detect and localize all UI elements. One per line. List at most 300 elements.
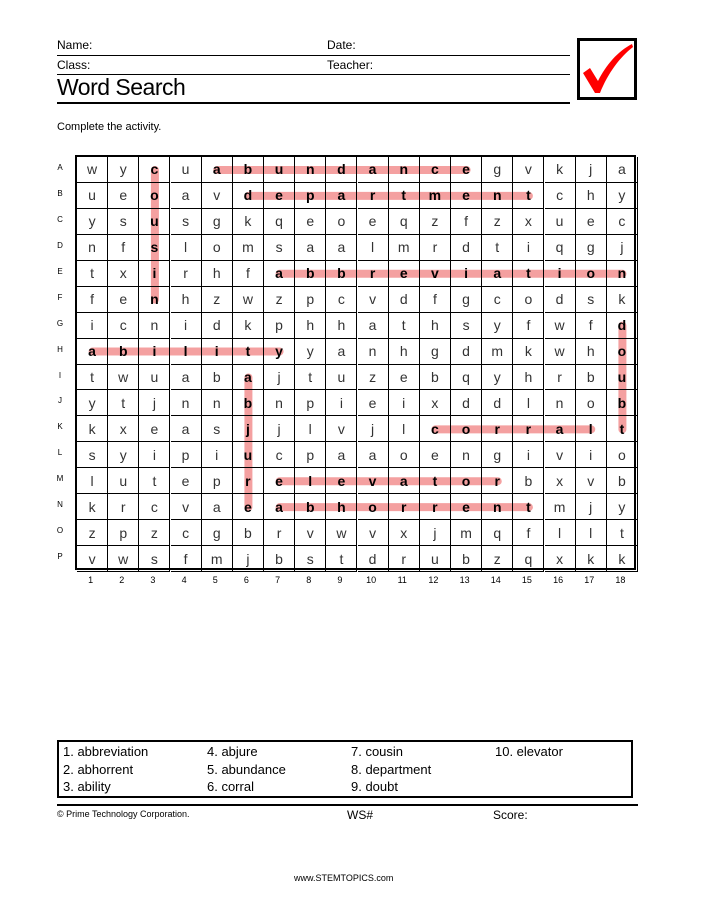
grid-cell[interactable]: c	[171, 520, 202, 546]
grid-cell[interactable]: y	[77, 390, 108, 416]
grid-cell[interactable]: d	[389, 287, 420, 313]
grid-cell[interactable]: z	[264, 287, 295, 313]
grid-cell[interactable]: u	[108, 468, 139, 494]
grid-cell[interactable]: b	[326, 261, 357, 287]
grid-cell[interactable]: c	[139, 157, 170, 183]
grid-cell[interactable]: r	[513, 416, 544, 442]
grid-cell[interactable]: e	[108, 183, 139, 209]
grid-cell[interactable]: t	[295, 365, 326, 391]
grid-cell[interactable]: z	[202, 287, 233, 313]
grid-cell[interactable]: a	[545, 416, 576, 442]
grid-cell[interactable]: c	[264, 442, 295, 468]
grid-cell[interactable]: y	[482, 365, 513, 391]
grid-cell[interactable]: u	[420, 546, 451, 572]
grid-cell[interactable]: c	[545, 183, 576, 209]
grid-cell[interactable]: t	[513, 261, 544, 287]
grid-cell[interactable]: o	[607, 339, 638, 365]
grid-cell[interactable]: w	[233, 287, 264, 313]
grid-cell[interactable]: r	[171, 261, 202, 287]
grid-cell[interactable]: k	[607, 546, 638, 572]
grid-cell[interactable]: h	[420, 313, 451, 339]
grid-cell[interactable]: i	[326, 390, 357, 416]
grid-cell[interactable]: b	[295, 494, 326, 520]
grid-cell[interactable]: f	[513, 520, 544, 546]
grid-cell[interactable]: q	[389, 209, 420, 235]
grid-cell[interactable]: o	[139, 183, 170, 209]
grid-cell[interactable]: y	[607, 183, 638, 209]
grid-cell[interactable]: k	[233, 209, 264, 235]
grid-cell[interactable]: i	[451, 261, 482, 287]
grid-cell[interactable]: l	[576, 520, 607, 546]
grid-cell[interactable]: f	[576, 313, 607, 339]
grid-cell[interactable]: l	[389, 416, 420, 442]
grid-cell[interactable]: f	[171, 546, 202, 572]
grid-cell[interactable]: e	[326, 468, 357, 494]
grid-cell[interactable]: n	[171, 390, 202, 416]
grid-cell[interactable]: e	[451, 494, 482, 520]
grid-cell[interactable]: f	[420, 287, 451, 313]
grid-cell[interactable]: s	[451, 313, 482, 339]
grid-cell[interactable]: x	[545, 546, 576, 572]
grid-cell[interactable]: i	[513, 442, 544, 468]
grid-cell[interactable]: e	[233, 494, 264, 520]
grid-cell[interactable]: b	[576, 365, 607, 391]
grid-cell[interactable]: w	[545, 339, 576, 365]
grid-cell[interactable]: w	[545, 313, 576, 339]
grid-cell[interactable]: s	[139, 546, 170, 572]
grid-cell[interactable]: e	[108, 287, 139, 313]
grid-cell[interactable]: y	[264, 339, 295, 365]
grid-cell[interactable]: s	[264, 235, 295, 261]
grid-cell[interactable]: j	[576, 494, 607, 520]
grid-cell[interactable]: q	[513, 546, 544, 572]
grid-cell[interactable]: a	[77, 339, 108, 365]
grid-cell[interactable]: l	[576, 416, 607, 442]
grid-cell[interactable]: m	[233, 235, 264, 261]
grid-cell[interactable]: k	[77, 416, 108, 442]
grid-cell[interactable]: y	[108, 442, 139, 468]
grid-cell[interactable]: f	[108, 235, 139, 261]
grid-cell[interactable]: k	[513, 339, 544, 365]
grid-cell[interactable]: l	[513, 390, 544, 416]
grid-cell[interactable]: n	[139, 313, 170, 339]
grid-cell[interactable]: p	[264, 313, 295, 339]
grid-cell[interactable]: r	[108, 494, 139, 520]
grid-cell[interactable]: o	[358, 494, 389, 520]
grid-cell[interactable]: a	[358, 313, 389, 339]
grid-cell[interactable]: e	[171, 468, 202, 494]
grid-cell[interactable]: v	[513, 157, 544, 183]
grid-cell[interactable]: l	[171, 339, 202, 365]
grid-cell[interactable]: z	[482, 209, 513, 235]
grid-cell[interactable]: y	[607, 494, 638, 520]
grid-cell[interactable]: m	[389, 235, 420, 261]
grid-cell[interactable]: a	[264, 494, 295, 520]
grid-cell[interactable]: u	[233, 442, 264, 468]
grid-cell[interactable]: o	[576, 261, 607, 287]
grid-cell[interactable]: k	[607, 287, 638, 313]
grid-cell[interactable]: l	[358, 235, 389, 261]
grid-cell[interactable]: t	[77, 261, 108, 287]
grid-cell[interactable]: h	[326, 494, 357, 520]
grid-cell[interactable]: j	[139, 390, 170, 416]
grid-cell[interactable]: k	[545, 157, 576, 183]
grid-cell[interactable]: s	[202, 416, 233, 442]
grid-cell[interactable]: r	[358, 261, 389, 287]
grid-cell[interactable]: b	[607, 468, 638, 494]
grid-cell[interactable]: w	[326, 520, 357, 546]
grid-cell[interactable]: h	[202, 261, 233, 287]
grid-cell[interactable]: a	[358, 157, 389, 183]
grid-cell[interactable]: u	[77, 183, 108, 209]
column-label: 17	[584, 575, 595, 585]
grid-cell[interactable]: y	[482, 313, 513, 339]
grid-cell[interactable]: b	[420, 365, 451, 391]
grid-cell[interactable]: h	[513, 365, 544, 391]
grid-cell[interactable]: z	[358, 365, 389, 391]
grid-cell[interactable]: m	[545, 494, 576, 520]
grid-cell[interactable]: z	[420, 209, 451, 235]
grid-cell[interactable]: o	[202, 235, 233, 261]
grid-cell[interactable]: a	[264, 261, 295, 287]
grid-cell[interactable]: s	[139, 235, 170, 261]
column-label: 16	[553, 575, 564, 585]
grid-cell[interactable]: a	[326, 442, 357, 468]
grid-cell[interactable]: d	[482, 390, 513, 416]
grid-cell[interactable]: d	[451, 235, 482, 261]
grid-cell[interactable]: q	[545, 235, 576, 261]
grid-cell[interactable]: c	[108, 313, 139, 339]
grid-cell[interactable]: b	[451, 546, 482, 572]
grid-cell[interactable]: n	[482, 183, 513, 209]
grid-cell[interactable]: a	[326, 235, 357, 261]
grid-cell[interactable]: u	[171, 157, 202, 183]
grid-cell[interactable]: m	[420, 183, 451, 209]
grid-cell[interactable]: d	[451, 339, 482, 365]
grid-cell[interactable]: u	[264, 157, 295, 183]
grid-cell[interactable]: t	[513, 183, 544, 209]
grid-cell[interactable]: d	[202, 313, 233, 339]
column-label: 14	[490, 575, 501, 585]
grid-cell[interactable]: m	[451, 520, 482, 546]
grid-cell[interactable]: m	[202, 546, 233, 572]
grid-cell[interactable]: i	[171, 313, 202, 339]
grid-cell[interactable]: a	[202, 157, 233, 183]
grid-cell[interactable]: c	[482, 287, 513, 313]
grid-cell[interactable]: v	[202, 183, 233, 209]
grid-cell[interactable]: r	[233, 468, 264, 494]
grid-cell[interactable]: b	[233, 157, 264, 183]
grid-cell[interactable]: e	[264, 183, 295, 209]
grid-cell[interactable]: e	[451, 183, 482, 209]
website: www.STEMTOPICS.com	[294, 873, 394, 883]
grid-cell[interactable]: c	[420, 157, 451, 183]
grid-cell[interactable]: d	[545, 287, 576, 313]
grid-cell[interactable]: a	[389, 468, 420, 494]
grid-cell[interactable]: l	[545, 520, 576, 546]
grid-cell[interactable]: t	[389, 313, 420, 339]
grid-cell[interactable]: g	[482, 157, 513, 183]
grid-cell[interactable]: n	[139, 287, 170, 313]
grid-cell[interactable]: i	[77, 313, 108, 339]
grid-cell[interactable]: r	[420, 494, 451, 520]
grid-cell[interactable]: x	[108, 416, 139, 442]
grid-cell[interactable]: d	[451, 390, 482, 416]
grid-cell[interactable]: e	[576, 209, 607, 235]
grid-cell[interactable]: j	[264, 416, 295, 442]
row-label: F	[57, 292, 63, 302]
grid-cell[interactable]: i	[576, 442, 607, 468]
grid-cell[interactable]: p	[295, 442, 326, 468]
grid-cell[interactable]: a	[482, 261, 513, 287]
grid-cell[interactable]: g	[451, 287, 482, 313]
grid-cell[interactable]: c	[139, 494, 170, 520]
grid-cell[interactable]: e	[420, 442, 451, 468]
grid-cell[interactable]: v	[326, 416, 357, 442]
grid-cell[interactable]: h	[171, 287, 202, 313]
grid-cell[interactable]: r	[420, 235, 451, 261]
grid-cell[interactable]: w	[108, 546, 139, 572]
grid-cell[interactable]: n	[264, 390, 295, 416]
grid-cell[interactable]: n	[295, 157, 326, 183]
grid-cell[interactable]: d	[607, 313, 638, 339]
grid-cell[interactable]: x	[420, 390, 451, 416]
grid-cell[interactable]: x	[108, 261, 139, 287]
grid-cell[interactable]: n	[545, 390, 576, 416]
grid-cell[interactable]: t	[233, 339, 264, 365]
grid-cell[interactable]: a	[233, 365, 264, 391]
grid-cell[interactable]: q	[482, 520, 513, 546]
grid-cell[interactable]: h	[389, 339, 420, 365]
grid-cell[interactable]: n	[358, 339, 389, 365]
grid-cell[interactable]: x	[545, 468, 576, 494]
grid-cell[interactable]: k	[576, 546, 607, 572]
row-label: P	[57, 552, 63, 562]
grid-cell[interactable]: e	[358, 390, 389, 416]
grid-cell[interactable]: h	[576, 183, 607, 209]
grid-cell[interactable]: n	[607, 261, 638, 287]
grid-cell[interactable]: a	[358, 442, 389, 468]
grid-cell[interactable]: p	[202, 468, 233, 494]
grid-cell[interactable]: i	[202, 339, 233, 365]
grid-cell[interactable]: b	[513, 468, 544, 494]
grid-cell[interactable]: r	[545, 365, 576, 391]
grid-cell[interactable]: r	[482, 416, 513, 442]
grid-cell[interactable]: e	[295, 209, 326, 235]
grid-cell[interactable]: i	[139, 339, 170, 365]
grid-cell[interactable]: n	[77, 235, 108, 261]
grid-cell[interactable]: t	[389, 183, 420, 209]
grid-cell[interactable]: c	[607, 209, 638, 235]
grid-cell[interactable]: q	[451, 365, 482, 391]
grid-cell[interactable]: v	[295, 520, 326, 546]
grid-cell[interactable]: t	[607, 520, 638, 546]
row-label: A	[57, 163, 63, 172]
grid-cell[interactable]: v	[358, 520, 389, 546]
grid-cell[interactable]: e	[451, 157, 482, 183]
grid-cell[interactable]: r	[482, 468, 513, 494]
grid-cell[interactable]: i	[139, 261, 170, 287]
checkbox-logo	[577, 38, 637, 100]
grid-cell[interactable]: u	[139, 365, 170, 391]
grid-cell[interactable]: b	[202, 365, 233, 391]
grid-cell[interactable]: i	[389, 390, 420, 416]
grid-cell[interactable]: s	[171, 209, 202, 235]
grid-cell[interactable]: h	[576, 339, 607, 365]
grid-cell[interactable]: v	[171, 494, 202, 520]
grid-cell[interactable]: i	[545, 261, 576, 287]
grid-cell[interactable]: f	[513, 313, 544, 339]
grid-cell[interactable]: k	[77, 494, 108, 520]
grid-cell[interactable]: h	[326, 313, 357, 339]
grid-cell[interactable]: j	[358, 416, 389, 442]
grid-cell[interactable]: b	[264, 546, 295, 572]
grid-cell[interactable]: o	[576, 390, 607, 416]
grid-cell[interactable]: q	[264, 209, 295, 235]
grid-cell[interactable]: j	[264, 365, 295, 391]
grid-cell[interactable]: g	[576, 235, 607, 261]
grid-cell[interactable]: a	[171, 365, 202, 391]
grid-cell[interactable]: j	[233, 546, 264, 572]
grid-cell[interactable]: v	[358, 468, 389, 494]
grid-cell[interactable]: r	[358, 183, 389, 209]
grid-cell[interactable]: b	[233, 390, 264, 416]
grid-cell[interactable]: f	[451, 209, 482, 235]
grid-cell[interactable]: a	[295, 235, 326, 261]
grid-cell[interactable]: d	[326, 157, 357, 183]
grid-cell[interactable]: u	[326, 365, 357, 391]
grid-cell[interactable]: f	[77, 287, 108, 313]
grid-cell[interactable]: b	[108, 339, 139, 365]
grid-cell[interactable]: l	[171, 235, 202, 261]
grid-cell[interactable]: t	[77, 365, 108, 391]
grid-cell[interactable]: z	[482, 546, 513, 572]
grid-cell[interactable]: y	[77, 209, 108, 235]
grid-cell[interactable]: b	[233, 520, 264, 546]
grid-cell[interactable]: j	[607, 235, 638, 261]
grid-cell[interactable]: p	[295, 287, 326, 313]
grid-cell[interactable]: x	[513, 209, 544, 235]
grid-cell[interactable]: r	[264, 520, 295, 546]
grid-cell[interactable]: t	[420, 468, 451, 494]
grid-cell[interactable]: p	[171, 442, 202, 468]
grid-cell[interactable]: t	[513, 494, 544, 520]
grid-cell[interactable]: z	[77, 520, 108, 546]
grid-cell[interactable]: v	[576, 468, 607, 494]
grid-cell[interactable]: e	[139, 416, 170, 442]
grid-cell[interactable]: r	[389, 546, 420, 572]
column-label: 5	[212, 575, 218, 585]
grid-cell[interactable]: p	[295, 390, 326, 416]
grid-cell[interactable]: o	[326, 209, 357, 235]
grid-cell[interactable]: a	[171, 416, 202, 442]
grid-cell[interactable]: k	[233, 313, 264, 339]
grid-cell[interactable]: d	[358, 546, 389, 572]
grid-cell[interactable]: e	[389, 365, 420, 391]
grid-cell[interactable]: n	[482, 494, 513, 520]
grid-cell[interactable]: y	[108, 157, 139, 183]
grid-cell[interactable]: a	[202, 494, 233, 520]
grid-cell[interactable]: x	[389, 520, 420, 546]
grid-cell[interactable]: z	[139, 520, 170, 546]
grid-cell[interactable]: n	[389, 157, 420, 183]
grid-cell[interactable]: p	[108, 520, 139, 546]
grid-cell[interactable]: s	[295, 546, 326, 572]
grid-cell[interactable]: o	[607, 442, 638, 468]
grid-cell[interactable]: n	[451, 442, 482, 468]
grid-cell[interactable]: s	[576, 287, 607, 313]
grid-cell[interactable]: e	[264, 468, 295, 494]
grid-cell[interactable]: l	[77, 468, 108, 494]
grid-cell[interactable]: y	[295, 339, 326, 365]
grid-cell[interactable]: u	[607, 365, 638, 391]
grid-cell[interactable]: w	[108, 365, 139, 391]
grid-cell[interactable]: g	[202, 209, 233, 235]
grid-cell[interactable]: g	[482, 442, 513, 468]
grid-cell[interactable]: j	[420, 520, 451, 546]
grid-cell[interactable]: a	[171, 183, 202, 209]
grid-cell[interactable]: i	[139, 442, 170, 468]
grid-cell[interactable]: v	[77, 546, 108, 572]
grid-cell[interactable]: s	[77, 442, 108, 468]
grid-cell[interactable]: o	[513, 287, 544, 313]
grid-cell[interactable]: v	[358, 287, 389, 313]
grid-cell[interactable]: c	[326, 287, 357, 313]
grid-cell[interactable]: u	[139, 209, 170, 235]
grid-cell[interactable]: a	[607, 157, 638, 183]
grid-cell[interactable]: g	[420, 339, 451, 365]
grid-cell[interactable]: v	[420, 261, 451, 287]
grid-cell[interactable]: o	[451, 416, 482, 442]
row-label: K	[57, 422, 63, 432]
grid-cell[interactable]: t	[607, 416, 638, 442]
grid-cell[interactable]: l	[295, 416, 326, 442]
grid-cell[interactable]: a	[326, 339, 357, 365]
grid-cell[interactable]: p	[295, 183, 326, 209]
grid-cell[interactable]: j	[233, 416, 264, 442]
word-list-item: 2. abhorrent	[63, 761, 134, 777]
grid-cell[interactable]: m	[482, 339, 513, 365]
grid-cell[interactable]: d	[233, 183, 264, 209]
grid-cell[interactable]: e	[358, 209, 389, 235]
grid-cell[interactable]: b	[295, 261, 326, 287]
grid-cell[interactable]: g	[202, 520, 233, 546]
grid-cell[interactable]: t	[326, 546, 357, 572]
grid-cell[interactable]: i	[513, 235, 544, 261]
grid-cell[interactable]: i	[202, 442, 233, 468]
grid-cell[interactable]: f	[233, 261, 264, 287]
grid-cell[interactable]: n	[202, 390, 233, 416]
grid-cell[interactable]: t	[482, 235, 513, 261]
grid-cell[interactable]: u	[545, 209, 576, 235]
grid-cell[interactable]: t	[139, 468, 170, 494]
red-checkmark-icon	[580, 41, 634, 97]
grid-cell[interactable]: l	[295, 468, 326, 494]
grid-cell[interactable]: h	[295, 313, 326, 339]
grid-cell[interactable]: w	[77, 157, 108, 183]
grid-cell[interactable]: a	[326, 183, 357, 209]
grid-cell[interactable]: e	[389, 261, 420, 287]
grid-cell[interactable]: s	[108, 209, 139, 235]
grid-cell[interactable]: r	[389, 494, 420, 520]
grid-cell[interactable]: j	[576, 157, 607, 183]
grid-cell[interactable]: c	[420, 416, 451, 442]
grid-cell[interactable]: v	[545, 442, 576, 468]
grid-cell[interactable]: b	[607, 390, 638, 416]
grid-cell[interactable]: o	[451, 468, 482, 494]
grid-cell[interactable]: t	[108, 390, 139, 416]
grid-cell[interactable]: o	[389, 442, 420, 468]
